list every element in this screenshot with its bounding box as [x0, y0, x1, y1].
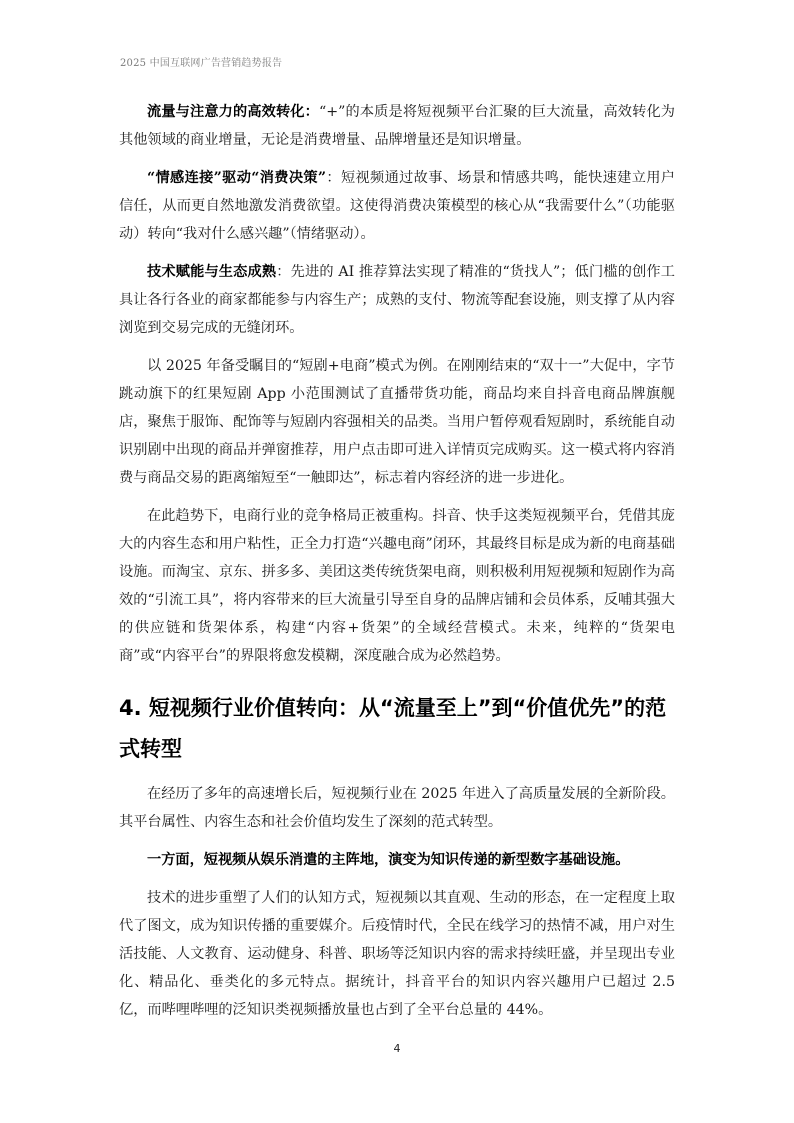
paragraph-tech-empowerment — [119, 258, 675, 342]
running-header: 2025 中国互联网广告营销趋势报告 — [120, 58, 283, 69]
paragraph-text: “+”的本质是将短视频平台汇聚的巨大流量，高效转化为其他领域的商业增量，无论是消费增量、品牌增量还是知识增量。 — [119, 104, 675, 148]
page-content — [119, 98, 675, 1034]
paragraph-text: ：短视频通过故事、场景和情感共鸣，能快速建立用户信任，从而更自然地激发消费欲望。这使得消费决策模型的核心从“我需要什么”（功能驱动）转向“我对什么感兴趣”（情绪驱动）。 — [119, 170, 675, 242]
paragraph-emotion-connection — [119, 164, 675, 248]
paragraph-text: ：先进的 AI 推荐算法实现了精准的“货找人”；低门槛的创作工具让各行各业的商家都能参与内容生产；成熟的支付、物流等配套设施，则支撑了从内容浏览到交易完成的无缝闭环。 — [119, 264, 675, 336]
paragraph-lead: “情感连接”驱动“消费决策” — [147, 170, 327, 186]
page-number: 4 — [393, 1042, 401, 1055]
paragraph-traffic-conversion — [119, 98, 675, 154]
paragraph-lead: 流量与注意力的高效转化： — [147, 104, 319, 120]
paragraph-shortdrama-example: 以 2025 年备受瞩目的“短剧+电商”模式为例。在刚刚结束的“双十一”大促中，字节跳动旗下的红果短剧 App 小范围测试了直播带货功能，商品均来自抖音电商品牌旗舰店，聚焦于服饰、配饰等与短剧内容强相关的品类。当用户暂停观看短剧时，系统能自动识别剧中出现的商品并弹窗推荐，用户点击即可进入详情页完成购买。这一模式将内容消费与商品交易的距离缩短至“一触即达”，标志着内容经济的进一步进化。 — [119, 358, 675, 486]
section-heading: 4. 短视频行业价值转向：从“流量至上”到“价值优先”的范式转型 — [119, 696, 667, 761]
section-body: 技术的进步重塑了人们的认知方式，短视频以其直观、生动的形态，在一定程度上取代了图文，成为知识传播的重要媒介。后疫情时代，全民在线学习的热情不减，用户对生活技能、人文教育、运动健身、科普、职场等泛知识内容的需求持续旺盛，并呈现出专业化、精品化、垂类化的多元特点。据统计，抖音平台的知识内容兴趣用户已超过 2.5 亿，而哔哩哔哩的泛知识类视频播放量也占到了全平台总量的 44%。 — [119, 890, 675, 1018]
section-subheading: 一方面，短视频从娱乐消遣的主阵地，演变为知识传递的新型数字基础设施。 — [147, 852, 630, 868]
paragraph-ecommerce-trend: 在此趋势下，电商行业的竞争格局正被重构。抖音、快手这类短视频平台，凭借其庞大的内容生态和用户粘性，正全力打造“兴趣电商”闭环，其最终目标是成为新的电商基础设施。而淘宝、京东、拼多多、美团这类传统货架电商，则积极利用短视频和短剧作为高效的“引流工具”，将内容带来的巨大流量引导至自身的品牌店铺和会员体系，反哺其强大的供应链和货架体系，构建“内容+货架”的全域经营模式。未来，纯粹的“货架电商”或“内容平台”的界限将愈发模糊，深度融合成为必然趋势。 — [119, 508, 675, 664]
paragraph-lead: 技术赋能与生态成熟 — [147, 264, 277, 280]
section-intro: 在经历了多年的高速增长后，短视频行业在 2025 年进入了高质量发展的全新阶段。其平台属性、内容生态和社会价值均发生了深刻的范式转型。 — [119, 786, 675, 830]
